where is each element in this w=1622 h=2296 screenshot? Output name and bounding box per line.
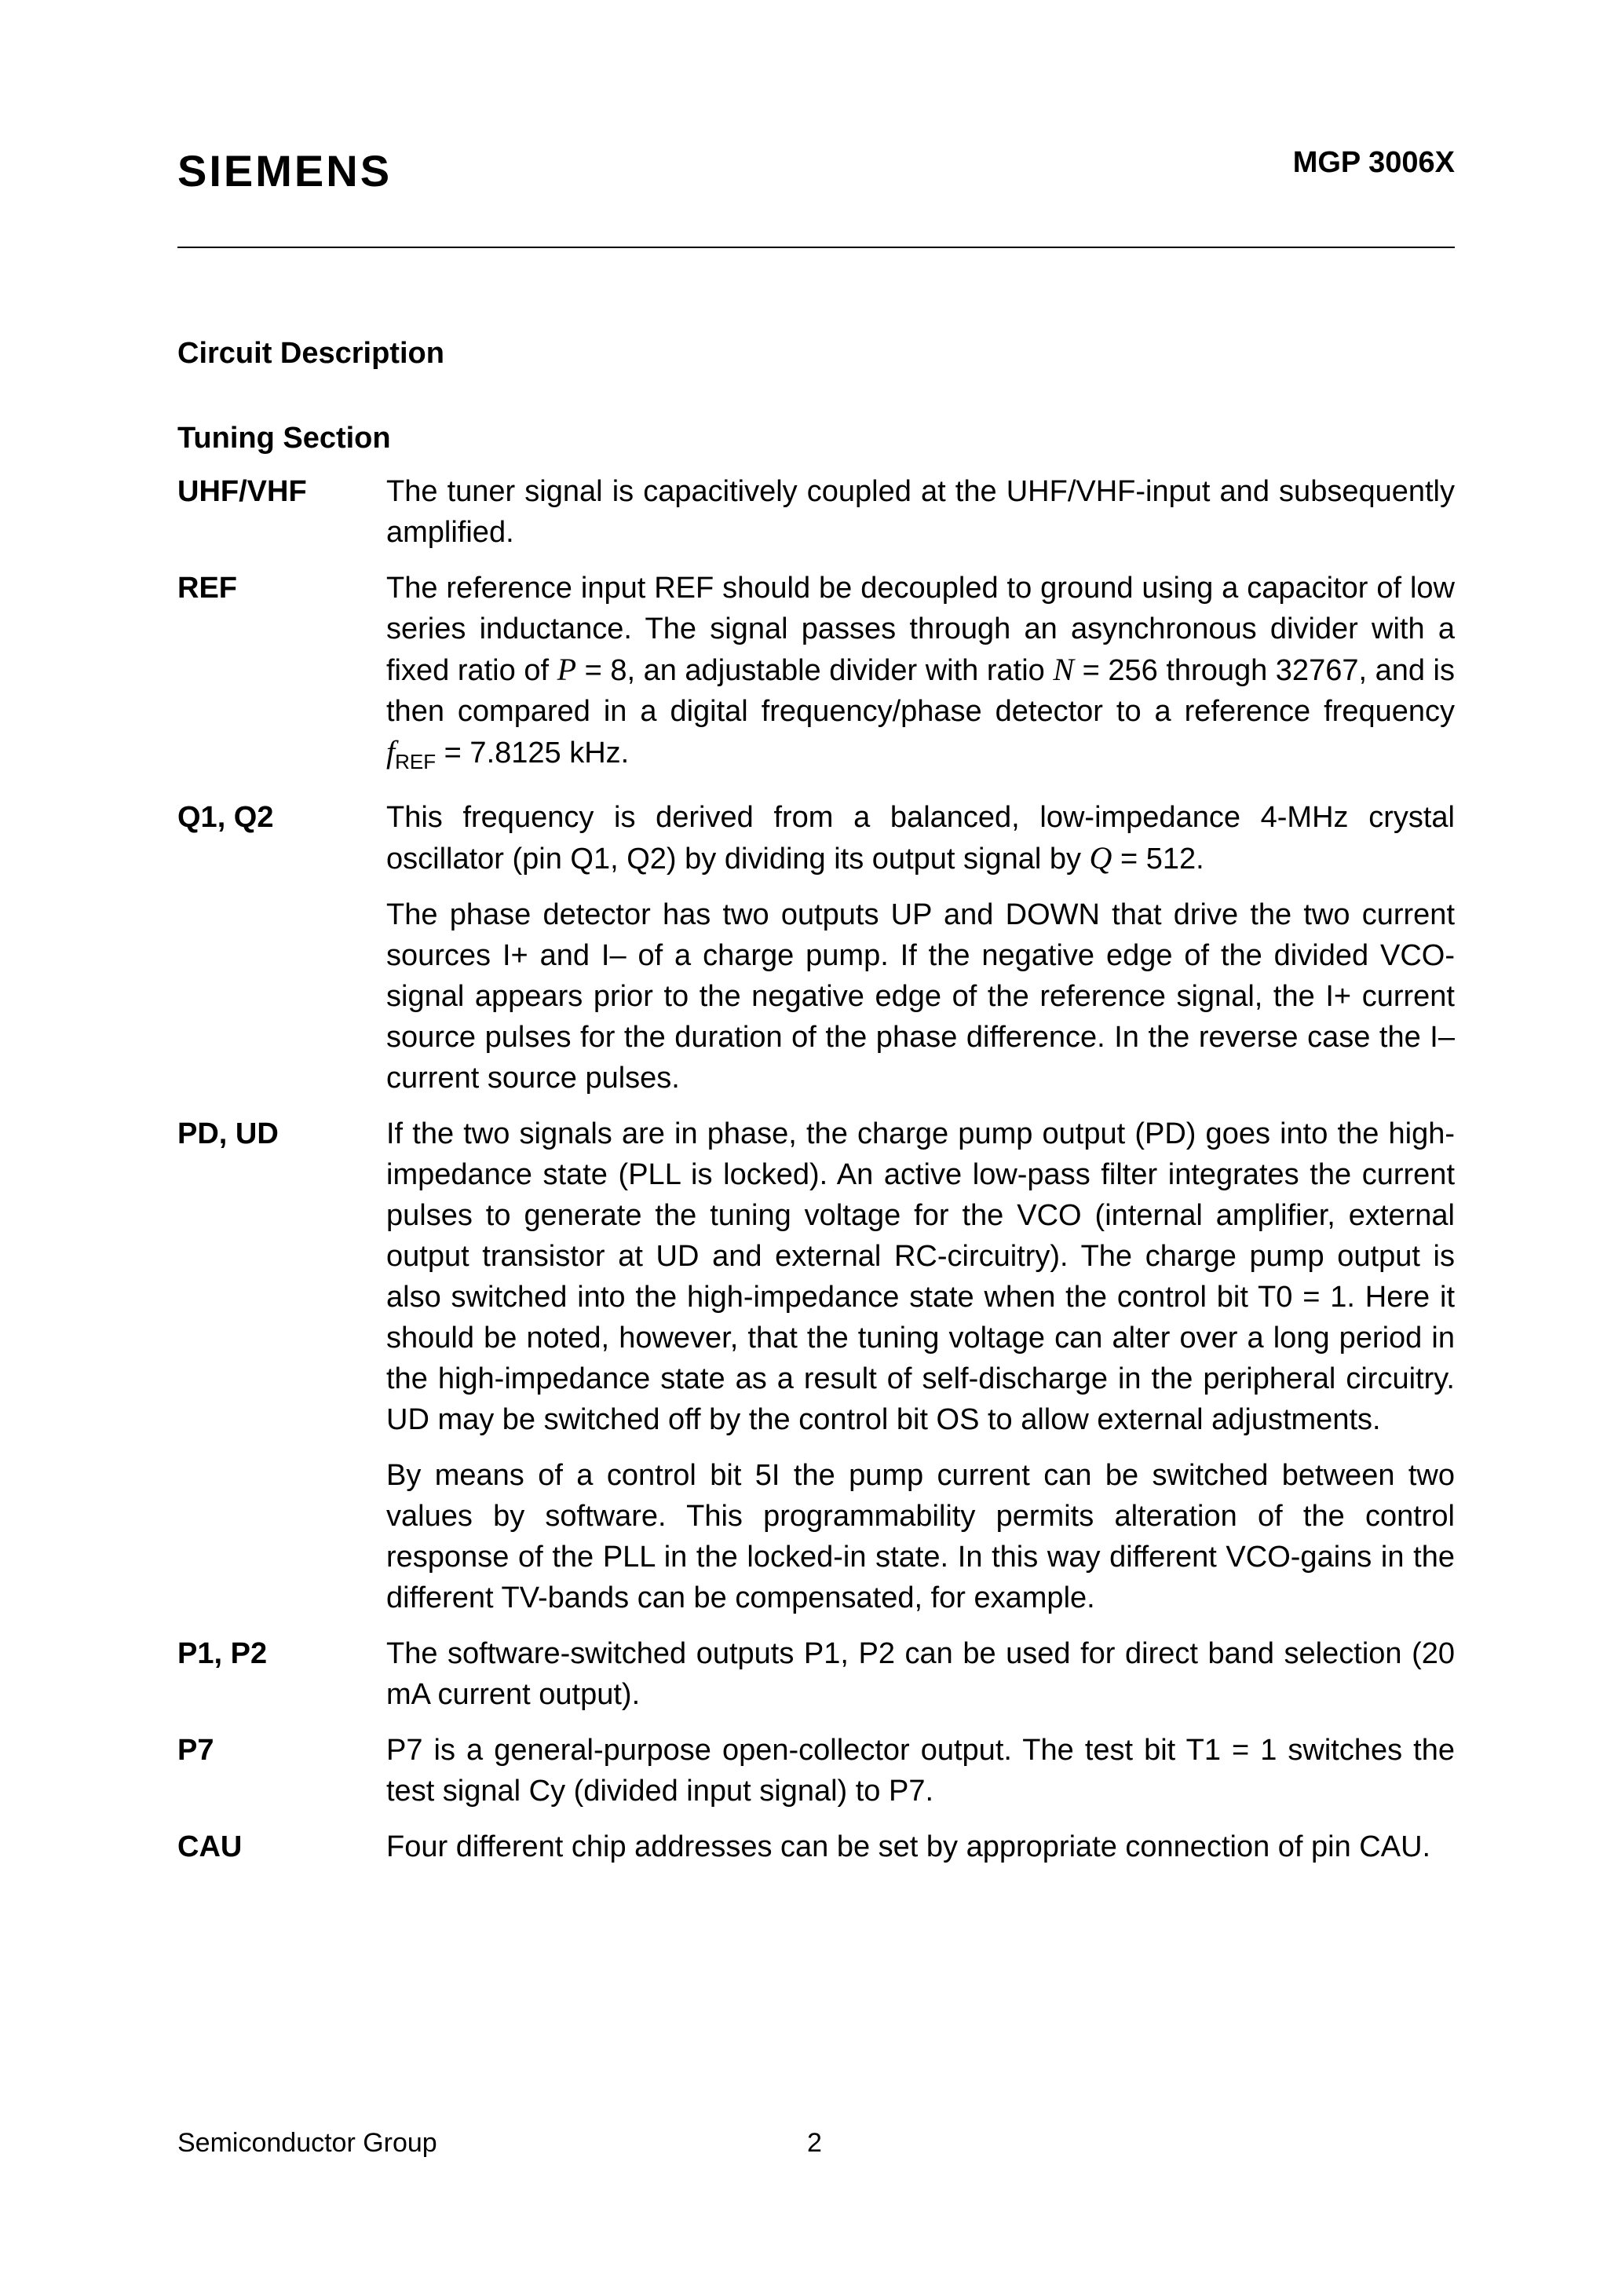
text-run: = 512.: [1112, 843, 1204, 876]
variable-n: N: [1053, 652, 1075, 687]
pin-label: Q1, Q2: [177, 801, 274, 834]
entry-p1-p2: [177, 1633, 1455, 1715]
page-number: 2: [807, 2128, 822, 2158]
entry-q1-q2: [177, 797, 1455, 879]
pin-label: P7: [177, 1734, 214, 1767]
footer-company: Semiconductor Group: [177, 2128, 437, 2158]
variable-p: P: [557, 652, 577, 687]
pin-label: CAU: [177, 1830, 243, 1863]
entry-p7: [177, 1730, 1455, 1812]
entry-uhf-vhf: [177, 471, 1455, 553]
pin-description: [386, 797, 1455, 879]
pin-label: REF: [177, 572, 237, 605]
document-id: MGP 3006X: [1292, 146, 1455, 179]
pin-description: The phase detector has two outputs UP and DOWN that drive the two current sources I+ and I– of a charge pump. If the negative edge of the divided VCO-signal appears prior to the negative edge of the reference signal, the I+ current source pulses for the duration of the phase difference. In the reverse case the I– current source pulses.: [386, 898, 1455, 1095]
text-run: The reference input REF should be decoupled to ground using a capacitor of low series inductance. The signal passes through an asynchronous divider with a fixed ratio of: [386, 572, 1455, 687]
pin-description: Four different chip addresses can be set by appropriate connection of pin CAU.: [386, 1830, 1431, 1863]
pin-description: By means of a control bit 5I the pump current can be switched between two values by software. This programmability permits alteration of the control response of the PLL in the locked-in state. In this way different VCO-gains in the different TV-bands can be compensated, for example.: [386, 1459, 1455, 1614]
siemens-logo: SIEMENS: [177, 146, 393, 196]
pin-description: P7 is a general-purpose open-collector output. The test bit T1 = 1 switches the test signal Cy (divided input signal) to P7.: [386, 1734, 1455, 1808]
text-run: = 7.8125 kHz.: [436, 737, 630, 770]
entry-cau: [177, 1826, 1455, 1867]
pin-description: The tuner signal is capacitively coupled at the UHF/VHF-input and subsequently amplified.: [386, 475, 1455, 549]
text-run: This frequency is derived from a balanced, low-impedance 4-MHz crystal oscillator (pin Q1, Q2) by dividing its output signal by: [386, 801, 1455, 876]
variable-q: Q: [1089, 840, 1112, 876]
variable-f: f: [386, 734, 396, 770]
pin-label: UHF/VHF: [177, 475, 307, 508]
description-body: [177, 471, 1455, 1882]
entry-ref: [177, 568, 1455, 782]
page-title: Circuit Description: [177, 337, 444, 370]
header-divider: [177, 247, 1455, 248]
text-run: = 256 through 32767, and is then compared in a digital frequency/phase detector to a reference frequency: [386, 654, 1455, 728]
text-run: = 8, an adjustable divider with ratio: [576, 654, 1054, 687]
pin-description: If the two signals are in phase, the charge pump output (PD) goes into the high-impedance state (PLL is locked). An active low-pass filter integrates the current pulses to generate the tuning voltage for the VCO (internal amplifier, external output transistor at UD and external RC-circuitry). The charge pump output is also switched into the high-impedance state when the control bit T0 = 1. Here it should be noted, however, that the tuning voltage can alter over a long period in the high-impedance state as a result of self-discharge in the peripheral circuitry. UD may be switched off by the control bit OS to allow external adjustments.: [386, 1117, 1455, 1436]
pin-label: P1, P2: [177, 1637, 268, 1670]
subscript-ref: REF: [395, 750, 437, 773]
pin-label: PD, UD: [177, 1117, 279, 1150]
entry-phase-detector: [177, 894, 1455, 1099]
pin-description: The software-switched outputs P1, P2 can be used for direct band selection (20 mA current output).: [386, 1637, 1455, 1711]
entry-pump-current: [177, 1455, 1455, 1618]
entry-pd-ud: [177, 1113, 1455, 1440]
section-heading: Tuning Section: [177, 422, 391, 455]
pin-description: [386, 568, 1455, 782]
